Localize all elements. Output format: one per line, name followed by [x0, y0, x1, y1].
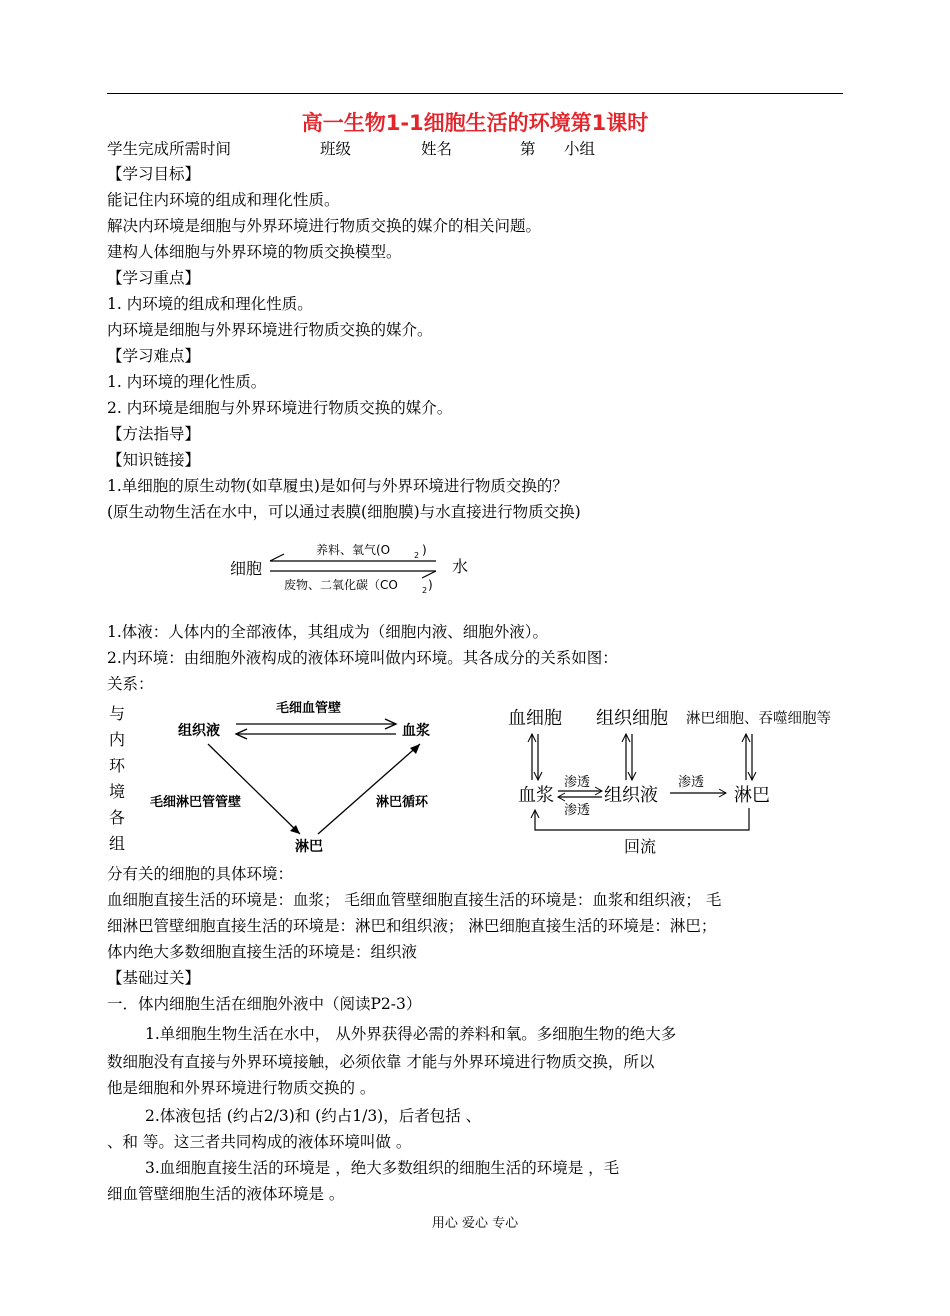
- label-plasma: 血浆: [402, 723, 430, 739]
- basic-line: 他是细胞和外界环境进行物质交换的 。: [107, 1079, 376, 1097]
- diagram1-sub-bottom: 2: [422, 586, 428, 595]
- section-goals: 【学习目标】: [107, 165, 201, 183]
- cell-environment-diagram: [500, 700, 850, 862]
- basic-line: 3.血细胞直接生活的环境是 ，绝大多数组织的细胞生活的环境是 ，毛: [145, 1159, 620, 1177]
- vertical-char: 境: [109, 782, 126, 801]
- header-time: 学生完成所需时间: [107, 140, 232, 158]
- link-line: (原生动物生活在水中，可以通过表膜(细胞膜)与水直接进行物质交换): [107, 503, 581, 521]
- vertical-char: 组: [109, 834, 126, 853]
- diagram1-sub-top: 2: [414, 551, 420, 560]
- goal-line: 能记住内环境的组成和理化性质。: [107, 191, 340, 209]
- basic-line: 一．体内细胞生活在细胞外液中（阅读P2-3）: [107, 995, 422, 1013]
- label-tissue-fluid-2: 组织液: [604, 785, 658, 806]
- top-rule: [107, 93, 843, 94]
- vertical-char: 环: [109, 756, 126, 775]
- header-class: 班级: [320, 140, 352, 158]
- label-lymph-cell: 淋巴细胞、吞噬细胞等: [686, 711, 831, 727]
- section-basic: 【基础过关】: [107, 969, 201, 987]
- vertical-char: 与: [109, 704, 126, 723]
- label-tissue-fluid: 组织液: [178, 723, 220, 739]
- env-line: 血细胞直接生活的环境是：血浆； 毛细血管壁细胞直接生活的环境是：血浆和组织液； 毛: [107, 891, 722, 909]
- label-capillary-wall: 毛细血管壁: [276, 701, 342, 716]
- env-line: 分有关的细胞的具体环境：: [107, 865, 294, 883]
- label-return-flow: 回流: [624, 837, 657, 856]
- header-group: 小组: [564, 140, 596, 158]
- label-blood-cell: 血细胞: [508, 708, 562, 729]
- header-num: 第: [520, 140, 536, 158]
- key-line: 内环境是细胞与外界环境进行物质交换的媒介。: [107, 321, 433, 339]
- diagram1-bottom: 废物、二氧化碳（CO: [284, 578, 398, 592]
- header-row: [107, 137, 595, 161]
- svg-text:): ): [428, 578, 433, 592]
- basic-line: 、和 等。这三者共同构成的液体环境叫做 。: [107, 1133, 412, 1151]
- section-difficult: 【学习难点】: [107, 347, 201, 365]
- vertical-char: 各: [109, 808, 126, 827]
- section-method: 【方法指导】: [107, 425, 201, 443]
- label-lymph-wall: 毛细淋巴管管壁: [150, 795, 242, 810]
- difficult-line: 1. 内环境的理化性质。: [107, 373, 267, 391]
- env-line: 细淋巴管壁细胞直接生活的环境是：淋巴和组织液； 淋巴细胞直接生活的环境是：淋巴；: [107, 917, 717, 935]
- body-line: 关系：: [107, 675, 154, 693]
- diagram1-top: 养料、氧气(O: [316, 543, 391, 557]
- basic-line: 数细胞没有直接与外界环境接触，必须依靠 才能与外界环境进行物质交换，所以: [107, 1053, 655, 1071]
- diagram1-left: 细胞: [230, 559, 263, 578]
- label-lymph-2: 淋巴: [734, 785, 770, 806]
- page-title: 高一生物1-1细胞生活的环境第1课时: [301, 111, 649, 135]
- label-osmosis-bottom: 渗透: [564, 803, 591, 818]
- diagram1-right: 水: [452, 557, 469, 576]
- section-key: 【学习重点】: [107, 269, 201, 287]
- label-lymph: 淋巴: [295, 839, 323, 855]
- label-osmosis-top: 渗透: [564, 775, 591, 790]
- link-line: 1.单细胞的原生动物(如草履虫)是如何与外界环境进行物质交换的？: [107, 477, 568, 495]
- header-name: 姓名: [421, 140, 453, 158]
- env-line: 体内绝大多数细胞直接生活的环境是：组织液: [107, 943, 418, 961]
- svg-text:): ): [422, 543, 427, 557]
- goal-line: 建构人体细胞与外界环境的物质交换模型。: [107, 243, 402, 261]
- goal-line: 解决内环境是细胞与外界环境进行物质交换的媒介的相关问题。: [107, 217, 542, 235]
- basic-line: 2.体液包括 (约占2/3)和 (约占1/3)，后者包括 、: [145, 1107, 482, 1125]
- triangle-diagram: [140, 694, 460, 856]
- label-plasma-2: 血浆: [518, 785, 554, 806]
- vertical-char: 内: [109, 730, 126, 749]
- basic-line: 细血管壁细胞生活的液体环境是 。: [107, 1185, 345, 1203]
- page-footer: 用心 爱心 专心: [431, 1216, 519, 1231]
- body-line: 1.体液：人体内的全部液体，其组成为（细胞内液、细胞外液）。: [107, 623, 549, 641]
- label-lymph-circulation: 淋巴循环: [376, 795, 429, 810]
- label-osmosis-right: 渗透: [678, 775, 705, 790]
- body-line: 2.内环境：由细胞外液构成的液体环境叫做内环境。其各成分的关系如图：: [107, 649, 618, 667]
- basic-line: 1.单细胞生物生活在水中， 从外界获得必需的养料和氧。多细胞生物的绝大多: [145, 1025, 677, 1043]
- key-line: 1. 内环境的组成和理化性质。: [107, 295, 313, 313]
- label-tissue-cell: 组织细胞: [596, 708, 668, 729]
- cell-water-diagram: [226, 532, 476, 604]
- section-link: 【知识链接】: [107, 451, 201, 469]
- difficult-line: 2. 内环境是细胞与外界环境进行物质交换的媒介。: [107, 399, 453, 417]
